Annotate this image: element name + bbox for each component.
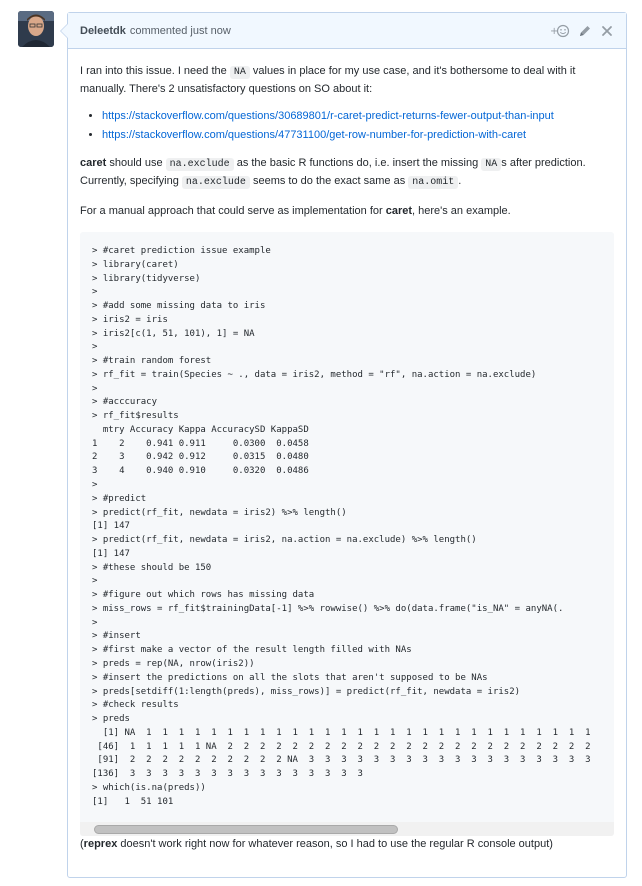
code-line: >	[92, 480, 98, 491]
code-line: > rf_fit$results	[92, 411, 179, 422]
code-line: >	[92, 576, 98, 587]
code-line: > which(is.na(preds))	[92, 782, 206, 793]
horizontal-scrollbar[interactable]	[80, 822, 614, 836]
code-line: > library(tidyverse)	[92, 273, 201, 284]
pencil-icon[interactable]	[578, 21, 592, 41]
code-line: mtry Accuracy Kappa AccuracySD KappaSD	[92, 424, 309, 435]
code-line: > rf_fit = train(Species ~ ., data = iris2, method = "rf", na.action = na.exclude)	[92, 369, 537, 380]
avatar-image	[18, 11, 54, 47]
scrollbar-thumb[interactable]	[94, 825, 398, 834]
code-line: > predict(rf_fit, newdata = iris2) %>% length()	[92, 507, 347, 518]
code-line: >	[92, 617, 98, 628]
svg-text:+: +	[550, 25, 559, 37]
code-line: > #caret prediction issue example	[92, 246, 271, 256]
code-line: > #predict	[92, 493, 147, 504]
code-line: > preds	[92, 714, 130, 725]
code-line: > iris2 = iris	[92, 314, 168, 325]
code-line: > preds[setdiff(1:length(preds), miss_rows)] = predict(rf_fit, newdata = iris2)	[92, 686, 521, 697]
code-line: > #figure out which rows has missing data	[92, 590, 315, 601]
code-line: >	[92, 287, 98, 298]
link-list	[80, 108, 614, 144]
so-link-1[interactable]: https://stackoverflow.com/questions/30689801/r-caret-predict-returns-fewer-output-than-input	[102, 110, 554, 122]
code-block[interactable]	[80, 232, 614, 836]
code-line: > iris2[c(1, 51, 101), 1] = NA	[92, 328, 255, 339]
code-line: [91] 2 2 2 2 2 2 2 2 2 2 NA 3 3 3 3 3 3 3 3 3 3 3 3 3 3 3 3 3 3	[92, 755, 591, 766]
code-line: [1] 1 51 101	[92, 796, 174, 807]
code-line: >	[92, 383, 98, 394]
comment-container	[67, 12, 627, 878]
code-line: > predict(rf_fit, newdata = iris2, na.action = na.exclude) %>% length()	[92, 535, 477, 546]
paragraph-manual: For a manual approach that could serve as implementation for caret, here's an example.	[80, 205, 511, 217]
code-line: > library(caret)	[92, 259, 179, 270]
code-line: > #first make a vector of the result length filled with NAs	[92, 645, 412, 656]
inline-code: NA	[230, 66, 250, 79]
code-line: [136] 3 3 3 3 3 3 3 3 3 3 3 3 3 3 3	[92, 769, 363, 780]
code-line: > #insert	[92, 631, 141, 642]
code-line: 1 2 0.941 0.911 0.0300 0.0458	[92, 438, 309, 449]
paragraph-intro: I ran into this issue. I need the NA values in place for my use case, and it's bothersome to deal with it manually. There's 2 unsatisfactory questions on SO about it:	[80, 65, 576, 95]
code-line: [1] NA 1 1 1 1 1 1 1 1 1 1 1 1 1 1 1 1 1 1 1 1 1 1 1 1 1 1 1 1	[92, 727, 591, 738]
inline-code: na.exclude	[166, 158, 234, 171]
code-line: >	[92, 342, 98, 353]
code-line: > preds = rep(NA, nrow(iris2))	[92, 658, 255, 669]
code-line: [1] 147	[92, 548, 130, 559]
code-line: [1] 147	[92, 521, 130, 532]
inline-code: na.omit	[408, 176, 458, 189]
avatar[interactable]	[18, 11, 54, 47]
so-link-2[interactable]: https://stackoverflow.com/questions/47731100/get-row-number-for-prediction-with-caret	[102, 129, 527, 141]
inline-code: na.exclude	[182, 176, 250, 189]
close-icon[interactable]	[600, 21, 614, 41]
inline-code: NA	[481, 158, 501, 171]
comment-body	[68, 49, 626, 853]
code-line: > #check results	[92, 700, 179, 711]
comment-timestamp[interactable]: just now	[190, 24, 231, 37]
code-line: > miss_rows = rf_fit$trainingData[-1] %>% rowwise() %>% do(data.frame("is_NA" = anyNA(.	[92, 603, 564, 614]
code-line: 3 4 0.940 0.910 0.0320 0.0486	[92, 466, 309, 477]
code-line: > #add some missing data to iris	[92, 301, 266, 312]
code-line: > #acccuracy	[92, 397, 158, 408]
paragraph-footer: (reprex doesn't work right now for whatever reason, so I had to use the regular R console output)	[80, 838, 553, 850]
code-line: 2 3 0.942 0.912 0.0315 0.0480	[92, 452, 309, 463]
comment-header	[68, 13, 626, 49]
code-line: > #these should be 150	[92, 562, 212, 573]
add-reaction-icon[interactable]	[550, 21, 570, 41]
code-line: > #insert the predictions on all the slots that aren't supposed to be NAs	[92, 672, 488, 683]
paragraph-caret: caret should use na.exclude as the basic R functions do, i.e. insert the missing NA s after prediction. Currently, specifying na.exclude seems to do the exact same as na.omit .	[80, 157, 586, 188]
list-item	[102, 127, 614, 144]
list-item	[102, 108, 614, 125]
code-lines	[92, 245, 614, 809]
code-line: [46] 1 1 1 1 1 NA 2 2 2 2 2 2 2 2 2 2 2 2 2 2 2 2 2 2 2 2 2 2 2	[92, 741, 591, 752]
author-link[interactable]: Deleetdk	[80, 24, 126, 37]
code-line: > #train random forest	[92, 356, 212, 367]
comment-action: commented	[129, 24, 188, 37]
